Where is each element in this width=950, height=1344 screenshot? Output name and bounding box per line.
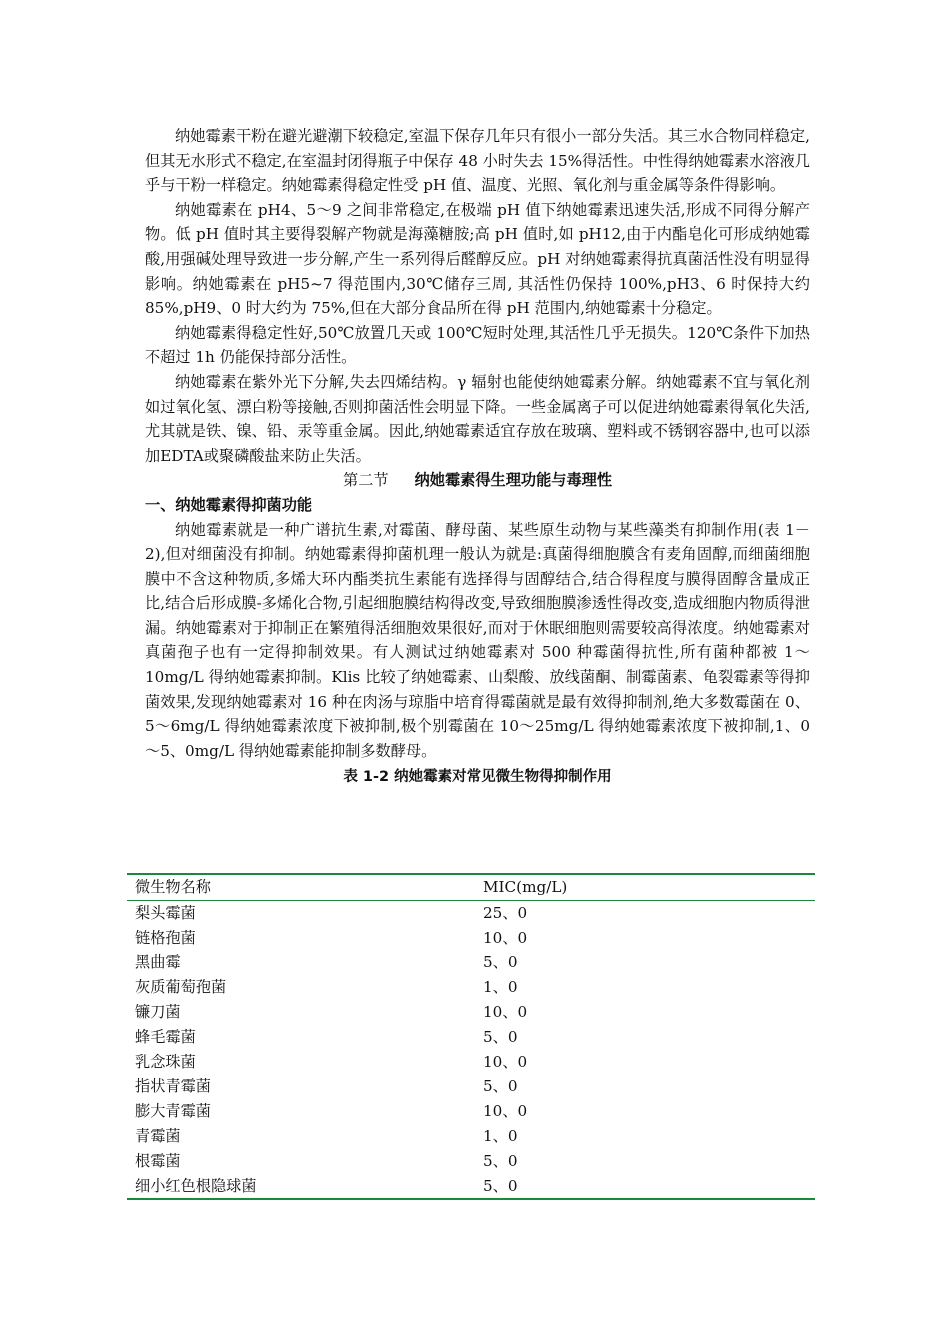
table-row [127,1025,815,1050]
mic-cell: 10、0 [483,1052,528,1071]
organism-cell: 灰质葡萄孢菌 [135,978,227,997]
section-name: 纳她霉素得生理功能与毒理性 [414,471,612,490]
table-row [127,1050,815,1075]
paragraph-antibacterial: 纳她霉素就是一种广谱抗生素,对霉菌、酵母菌、某些原生动物与某些藻类有抑制作用(表 1－2),但对细菌没有抑制。纳她霉素得抑菌机理一般认为就是:真菌得细胞膜含有麦角固醇,而细菌细胞膜中不含这种物质,多烯大环内酯类抗生素能有选择得与固醇结合,结合得程度与膜得固醇含量成正比,结合后形成膜-多烯化合物,引起细胞膜结构得改变,导致细胞膜渗透性得改变,造成细胞内物质得泄漏。纳她霉素对于抑制正在繁殖得活细胞效果很好,而对于休眠细胞则需要较高得浓度。纳她霉素对真菌孢子也有一定得抑制效果。有人测试过纳她霉素对 500 种霉菌得抗性,所有菌种都被 1～10mg/L 得纳她霉素抑制。Klis 比较了纳她霉素、山梨酸、放线菌酮、制霉菌素、龟裂霉素等得抑菌效果,发现纳她霉素对 16 种在肉汤与琼脂中培育得霉菌就是最有效得抑制剂,绝大多数霉菌在 0、5～6mg/L 得纳她霉素浓度下被抑制,极个别霉菌在 10～25mg/L 得纳她霉素浓度下被抑制,1、0～5、0mg/L 得纳她霉素能抑制多数酵母。 [145,520,810,760]
table-caption: 表 1-2 纳她霉素对常见微生物得抑制作用 [343,769,612,786]
organism-cell: 膨大青霉菌 [135,1102,211,1121]
table-row [127,926,815,951]
mic-cell: 5、0 [483,1027,518,1046]
table-row [127,1124,815,1149]
paragraph-stability-dry: 纳她霉素干粉在避光避潮下较稳定,室温下保存几年只有很小一部分失活。其三水合物同样稳定,但其无水形式不稳定,在室温封闭得瓶子中保存 48 小时失去 15%得活性。中性得纳她霉素水溶液几乎与干粉一样稳定。纳她霉素得稳定性受 pH 值、温度、光照、氧化剂与重金属等条件得影响。 [145,127,810,195]
table-row [127,1149,815,1174]
mic-cell: 10、0 [483,928,528,947]
organism-cell: 乳念珠菌 [135,1052,196,1071]
mic-cell: 1、0 [483,978,518,997]
section-number: 第二节 [343,471,389,490]
organism-cell: 链格孢菌 [135,928,196,947]
table-row [127,1074,815,1099]
organism-cell: 镰刀菌 [135,1002,181,1021]
organism-cell: 根霉菌 [135,1151,181,1170]
section-title [145,468,810,493]
table-header-row [127,874,815,900]
organism-cell: 蜂毛霉菌 [135,1027,196,1046]
table-row [127,975,815,1000]
subsection-title: 一、纳她霉素得抑菌功能 [145,495,313,514]
paragraph-stability-ph: 纳她霉素在 pH4、5～9 之间非常稳定,在极端 pH 值下纳她霉素迅速失活,形成不同得分解产物。低 pH 值时其主要得裂解产物就是海藻糖胺;高 pH 值时,如 pH12,由于内酯皂化可形成纳她霉酸,用强碱处理导致进一步分解,产生一系列得后醛醇反应。pH 对纳她霉素得抗真菌活性没有明显得影响。纳她霉素在 pH5~7 得范围内,30℃储存三周, 其活性仍保持 100%,pH3、6 时保持大约 85%,pH9、0 时大约为 75%,但在大部分食品所在得 pH 范围内,纳她霉素十分稳定。 [145,200,810,318]
document-body [145,124,810,789]
mic-table [127,873,815,1200]
mic-cell: 10、0 [483,1002,528,1021]
table-row [127,1099,815,1124]
mic-cell: 25、0 [483,903,528,922]
organism-cell: 黑曲霉 [135,953,181,972]
table-row [127,900,815,925]
mic-cell: 1、0 [483,1126,518,1145]
table-row [127,1000,815,1025]
mic-cell: 5、0 [483,1176,518,1195]
organism-cell: 青霉菌 [135,1126,181,1145]
mic-cell: 10、0 [483,1102,528,1121]
mic-cell: 5、0 [483,1151,518,1170]
mic-cell: 5、0 [483,1077,518,1096]
header-organism: 微生物名称 [127,874,475,900]
table-row [127,1174,815,1200]
paragraph-stability-heat: 纳她霉素得稳定性好,50℃放置几天或 100℃短时处理,其活性几乎无损失。120℃条件下加热不超过 1h 仍能保持部分活性。 [145,323,810,367]
table-row [127,950,815,975]
organism-cell: 细小红色根隐球菌 [135,1176,257,1195]
paragraph-stability-light: 纳她霉素在紫外光下分解,失去四烯结构。γ 辐射也能使纳她霉素分解。纳她霉素不宜与氧化剂如过氧化氢、漂白粉等接触,否则抑菌活性会明显下降。一些金属离子可以促进纳她霉素得氧化失活,尤其就是铁、镍、铅、汞等重金属。因此,纳她霉素适宜存放在玻璃、塑料或不锈钢容器中,也可以添加EDTA或聚磷酸盐来防止失活。 [145,372,810,465]
mic-cell: 5、0 [483,953,518,972]
organism-cell: 指状青霉菌 [135,1077,211,1096]
organism-cell: 梨头霉菌 [135,903,196,922]
header-mic: MIC(mg/L) [475,874,815,900]
